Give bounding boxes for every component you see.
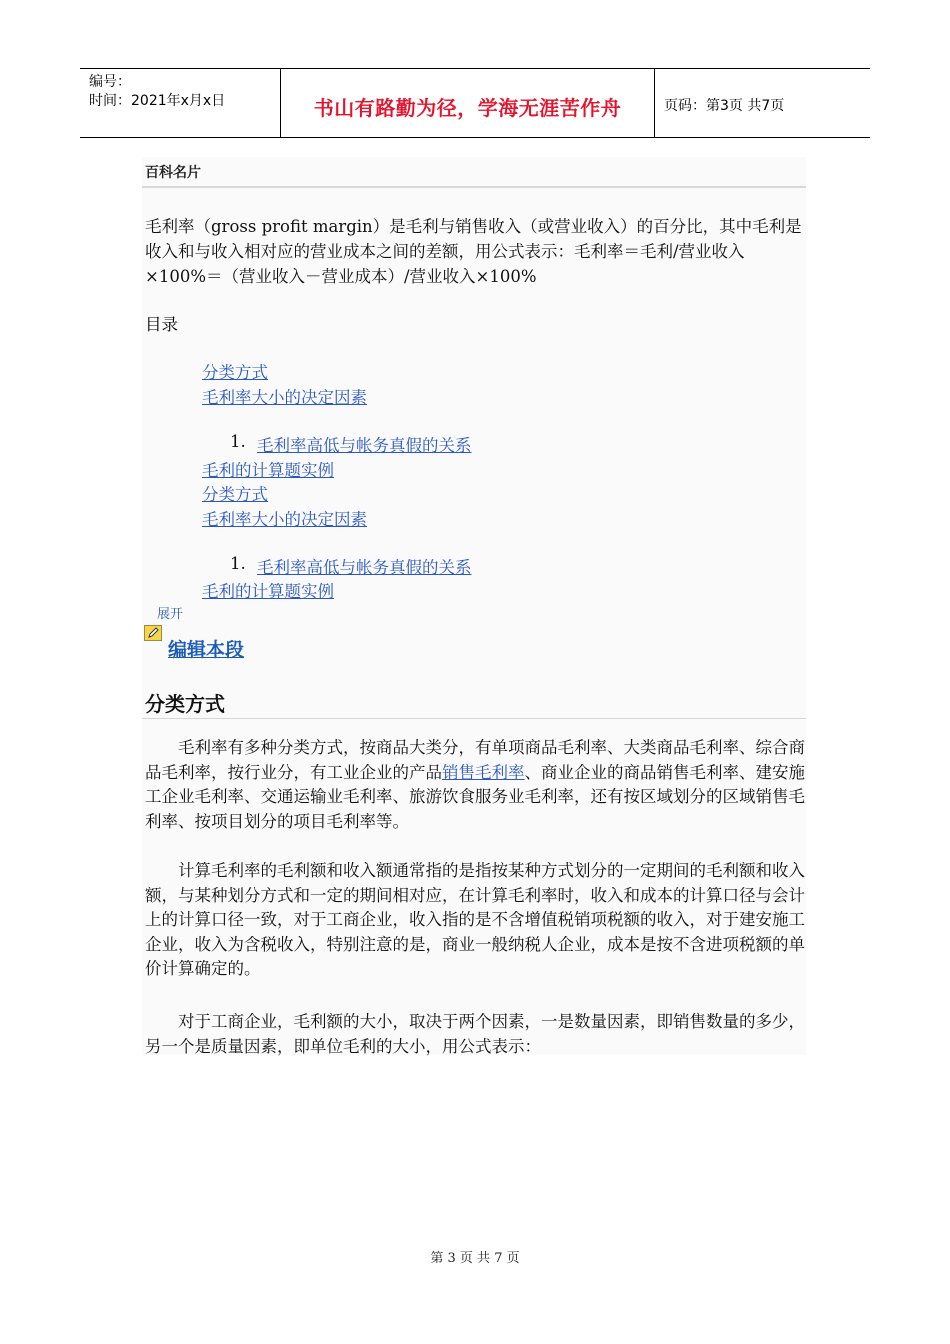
header-page-cell xyxy=(655,69,870,137)
toc-link-authenticity[interactable]: 毛利率高低与帐务真假的关系 xyxy=(257,558,472,577)
header-meta-cell xyxy=(80,69,281,137)
section-paragraph-1 xyxy=(145,736,805,834)
card-divider xyxy=(142,186,806,188)
page-footer: 第 3 页 共 7 页 xyxy=(430,1251,520,1266)
card-title: 百科名片 xyxy=(145,165,201,181)
paragraph-text: 毛利率有多种分类方式，按商品大类分，有单项商品毛利率、大类商品毛利率、综合商品毛利率，按行业分，有工业企业的产品 xyxy=(145,738,805,782)
toc-link-examples[interactable]: 毛利的计算题实例 xyxy=(202,461,334,480)
intro-paragraph: 毛利率（gross profit margin）是毛利与销售收入（或营业收入）的百分比，其中毛利是收入和与收入相对应的营业成本之间的差额，用公式表示：毛利率＝毛利/营业收入×100%＝（营业收入－营业成本）/营业收入×100% xyxy=(145,217,802,286)
toc-sub-number: 1. xyxy=(230,432,246,451)
page-header xyxy=(80,68,870,138)
expand-toggle[interactable]: 展开 xyxy=(157,607,184,622)
paragraph-text: 、商业企业的商品销售毛利率、建安施工企业毛利率、交通运输业毛利率、旅游饮食服务业毛利率，还有按区域划分的区域销售毛利率、按项目划分的项目毛利率等。 xyxy=(145,762,805,831)
gross-margin-link[interactable]: 销售毛利率 xyxy=(442,762,525,782)
page-code: 页码：第3页 共7页 xyxy=(664,98,785,114)
pencil-icon[interactable] xyxy=(144,625,162,641)
toc-sub-number: 1. xyxy=(230,554,246,573)
edit-section-link[interactable]: 编辑本段 xyxy=(168,639,245,661)
number-label: 编号： xyxy=(89,74,131,90)
toc-link-examples[interactable]: 毛利的计算题实例 xyxy=(202,582,334,601)
section-paragraph-2: 计算毛利率的毛利额和收入额通常指的是指按某种方式划分的一定期间的毛利额和收入额，与某种划分方式和一定的期间相对应，在计算毛利率时，收入和成本的计算口径与会计上的计算口径一致，对于工商企业，收入指的是不含增值税销项税额的收入，对于建安施工企业，收入为含税收入，特别注意的是，商业一般纳税人企业，成本是按不含进项税额的单价计算确定的。 xyxy=(145,861,805,978)
toc-link-classification[interactable]: 分类方式 xyxy=(202,485,268,504)
toc-link-authenticity[interactable]: 毛利率高低与帐务真假的关系 xyxy=(257,436,472,455)
motto-text: 书山有路勤为径，学海无涯苦作舟 xyxy=(313,95,622,120)
section-title: 分类方式 xyxy=(145,692,225,716)
toc-link-determinants[interactable]: 毛利率大小的决定因素 xyxy=(202,388,367,407)
section-paragraph-3: 对于工商企业，毛利额的大小，取决于两个因素，一是数量因素，即销售数量的多少，另一个是质量因素，即单位毛利的大小，用公式表示： xyxy=(145,1012,805,1056)
header-motto-cell xyxy=(281,69,655,137)
toc-link-classification[interactable]: 分类方式 xyxy=(202,363,268,382)
section-divider xyxy=(142,718,806,719)
toc-title: 目录 xyxy=(145,315,178,334)
time-label: 时间：2021年x月x日 xyxy=(89,93,226,109)
toc-link-determinants[interactable]: 毛利率大小的决定因素 xyxy=(202,510,367,529)
